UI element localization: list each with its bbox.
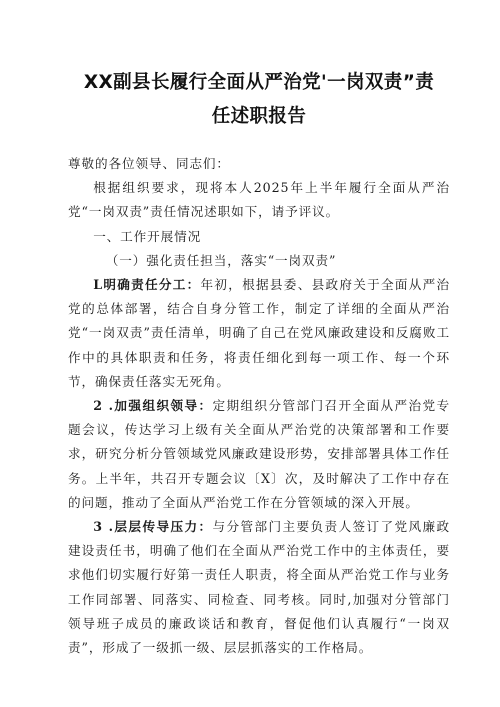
item-text: 年初，根据县委、县政府关于全面从严治党的总体部署，结合自身分管工作，制定了详细的全面从严治党“一岗双责”责任清单，明确了自己在党风廉政建设和反腐败工作中的具体职责和任务，将责任细化到每一项工作、每一个环节，确保责任落实无死角。 — [68, 277, 451, 389]
section-heading: 一、工作开展情况 — [93, 228, 202, 244]
list-item — [68, 273, 450, 394]
document-title — [68, 0, 450, 134]
item-text: 与分管部门主要负责人签订了党风廉政建设责任书，明确了他们在全面从严治党工作中的主体责任，要求他们切实履行好第一责任人职责，将全面从严治党工作与业务工作同部署、同落实、同检查、同考核。同时,加强对分管部门领导班子成员的廉政谈话和教育，督促他们认真履行“一岗双责”，形成了一级抓一级、层层抓落实的工作格局。 — [68, 519, 450, 656]
item-text: 定期组织分管部门召开全面从严治党专题会议，传达学习上级有关全面从严治党的决策部署和工作要求，研究分析分管领域党风廉政建设形势，安排部署具体工作任务。上半年，共召开专题会议〔X〕次，及时解决了工作中存在的问题，推动了全面从严治党工作在分管领域的深入开展。 — [68, 398, 450, 510]
title-line-2: 任述职报告 — [211, 106, 307, 127]
intro-paragraph: 根据组织要求，现将本人2025年上半年履行全面从严治党“一岗双责”责任情况述职如下，请予评议。 — [68, 180, 450, 220]
title-line-1: XX副县长履行全面从严治党'一岗双责”责 — [83, 72, 435, 93]
item-label: 3 .层层传导压力： — [93, 519, 213, 535]
item-label: 2 .加强组织领导： — [93, 398, 213, 414]
list-item — [68, 515, 450, 660]
list-item — [68, 394, 450, 515]
document-body — [68, 152, 450, 660]
item-label: L明确责任分工： — [93, 277, 201, 293]
subsection-heading: （一）强化责任担当，落实“一岗双责” — [105, 252, 337, 268]
salutation: 尊敬的各位领导、同志们： — [68, 156, 230, 171]
